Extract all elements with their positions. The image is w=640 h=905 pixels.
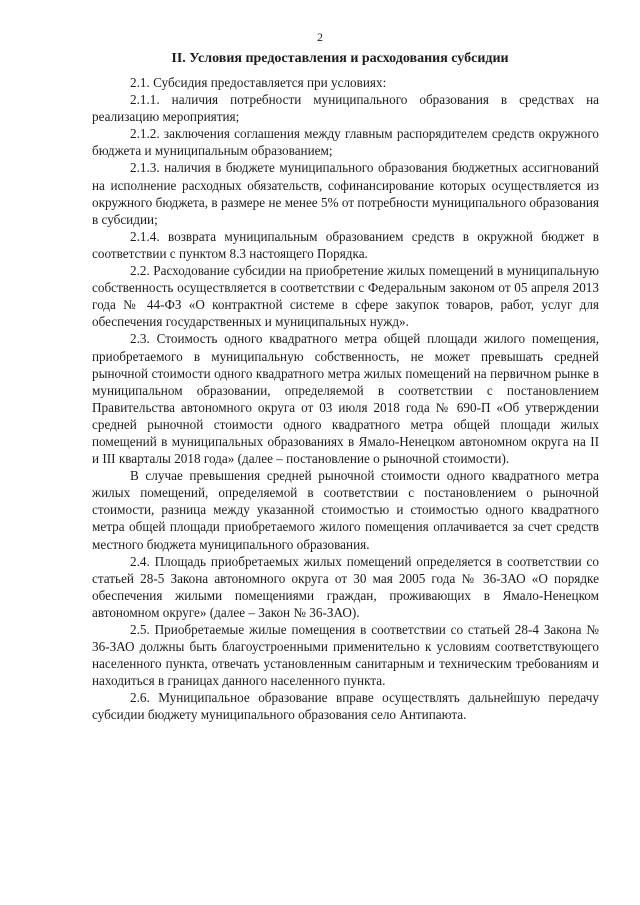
- paragraph-2-2: 2.2. Расходование субсидии на приобретение жилых помещений в муниципальную собственность осуществляется в соответствии с Федеральным законом от 05 апреля 2013 года № 44-ФЗ «О контрактной системе в сфере закупок товаров, работ, услуг для обеспечения государственных и муниципальных нужд».: [92, 263, 599, 330]
- document-body: [92, 74, 599, 724]
- paragraph-2-1-3: 2.1.3. наличия в бюджете муниципального образования бюджетных ассигнований на исполнение расходных обязательств, софинансирование которых осуществляется из окружного бюджета, в размере не менее 5% от потребности муниципального образования в субсидии;: [92, 160, 599, 227]
- paragraph-2-4: 2.4. Площадь приобретаемых жилых помещений определяется в соответствии со статьей 28-5 Закона автономного округа от 30 мая 2005 года № 36-ЗАО «О порядке обеспечения жилыми помещениями граждан, проживающих в Ямало-Ненецком автономном округе» (далее – Закон № 36-ЗАО).: [92, 553, 599, 620]
- paragraph-2-1: 2.1. Субсидия предоставляется при условиях:: [130, 75, 387, 90]
- paragraph-2-1-4: 2.1.4. возврата муниципальным образованием средств в окружной бюджет в соответствии с пунктом 8.3 настоящего Порядка.: [92, 228, 599, 261]
- paragraph-2-3-excess: В случае превышения средней рыночной стоимости одного квадратного метра жилых помещений, определяемой в соответствии с постановлением о рыночной стоимости, разница между указанной стоимостью и стоимостью одного квадратного метра общей площади приобретаемого жилого помещения оплачивается за счет средств местного бюджета муниципального образования.: [92, 468, 599, 552]
- page-number: 2: [317, 30, 323, 44]
- paragraph-2-6: 2.6. Муниципальное образование вправе осуществлять дальнейшую передачу субсидии бюджету муниципального образования село Антипаюта.: [92, 690, 599, 723]
- paragraph-2-5: 2.5. Приобретаемые жилые помещения в соответствии со статьей 28-4 Закона № 36-ЗАО должны быть благоустроенными применительно к условиям соответствующего населенного пункта, отвечать установленным санитарным и техническим требованиям и находиться в границах данного населенного пункта.: [92, 622, 599, 689]
- section-heading: II. Условия предоставления и расходования субсидии: [171, 51, 509, 66]
- paragraph-2-1-1: 2.1.1. наличия потребности муниципального образования в средствах на реализацию мероприятия;: [92, 92, 599, 125]
- paragraph-2-1-2: 2.1.2. заключения соглашения между главным распорядителем средств окружного бюджета и муниципальным образованием;: [92, 126, 599, 159]
- paragraph-2-3: 2.3. Стоимость одного квадратного метра общей площади жилого помещения, приобретаемого в муниципальную собственность, не может превышать средней рыночной стоимости одного квадратного метра жилых помещений на первичном рынке в муниципальном образовании, определяемой в соответствии с постановлением Правительства автономного округа от 03 июля 2018 года № 690-П «Об утверждении средней рыночной стоимости одного квадратного метра общей площади жилых помещений в муниципальных образованиях в Ямало-Ненецком автономном округа на II и III кварталы 2018 года» (далее – постановление о рыночной стоимости).: [92, 331, 599, 467]
